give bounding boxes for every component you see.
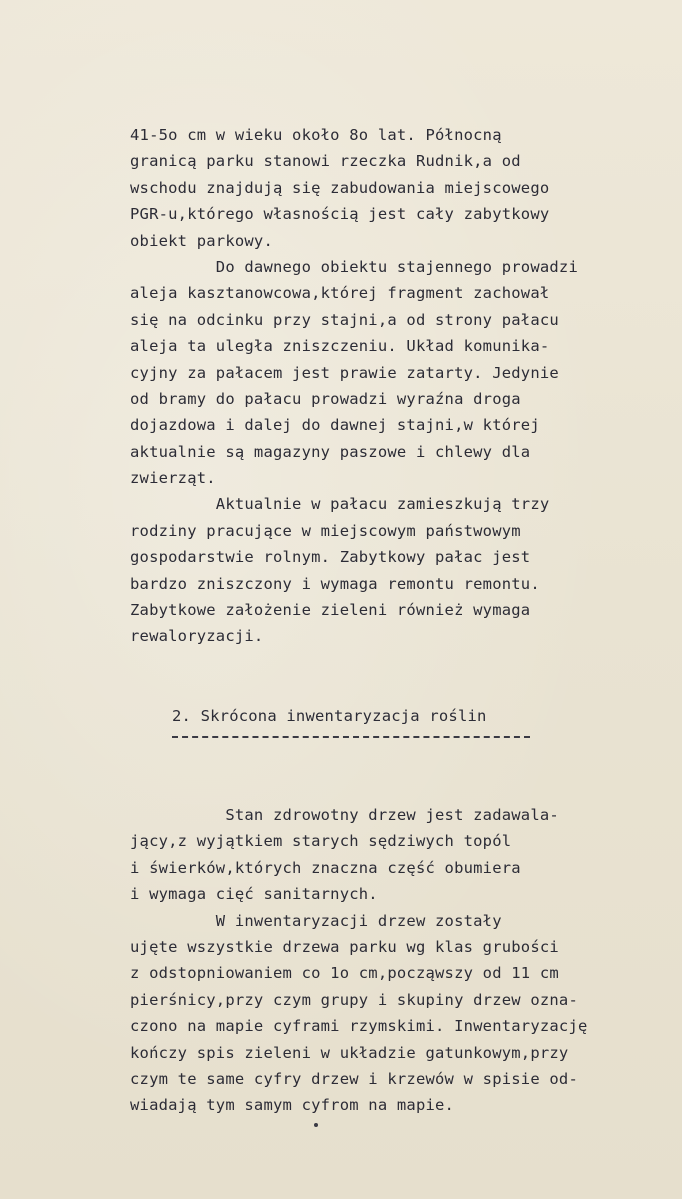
text-line: 41-5o cm w wieku około 8o lat. Północną: [130, 126, 502, 144]
text-line: zwierząt.: [130, 469, 216, 488]
text-line: wschodu znajdują się zabudowania miejscowego: [130, 178, 550, 197]
paragraph-park-description: [130, 122, 650, 650]
text-line: aleja ta uległa zniszczeniu. Układ komunika-: [130, 337, 550, 356]
text-line: obiekt parkowy.: [130, 231, 273, 250]
text-line: dojazdowa i dalej do dawnej stajni,w której: [130, 416, 540, 435]
text-line: i wymaga cięć sanitarnych.: [130, 885, 378, 904]
paragraph-plant-inventory: [130, 802, 650, 1119]
text-line: PGR-u,którego własnością jest cały zabytkowy: [130, 205, 550, 224]
text-line: aktualnie są magazyny paszowe i chlewy dla: [130, 442, 531, 461]
text-line: kończy spis zieleni w układzie gatunkowym,przy: [130, 1043, 569, 1062]
text-line: gospodarstwie rolnym. Zabytkowy pałac jest: [130, 548, 531, 567]
text-line: czym te same cyfry drzew i krzewów w spisie od-: [130, 1069, 578, 1088]
text-line: od bramy do pałacu prowadzi wyraźna droga: [130, 389, 521, 408]
text-line: W inwentaryzacji drzew zostały: [130, 911, 502, 930]
text-line: bardzo zniszczony i wymaga remontu remontu.: [130, 574, 540, 593]
text-line: ujęte wszystkie drzewa parku wg klas grubości: [130, 937, 559, 956]
section-heading: 2. Skrócona inwentaryzacja roślin: [172, 707, 487, 725]
text-line: Zabytkowe założenie zieleni również wymaga: [130, 601, 531, 620]
text-line: się na odcinku przy stajni,a od strony pałacu: [130, 310, 559, 329]
text-line: rewaloryzacji.: [130, 627, 264, 646]
text-line: cyjny za pałacem jest prawie zatarty. Jedynie: [130, 363, 559, 382]
ink-dot: [314, 1123, 318, 1127]
text-line: wiadają tym samym cyfrom na mapie.: [130, 1096, 455, 1115]
text-line: rodziny pracujące w miejscowym państwowym: [130, 521, 521, 540]
text-line: i świerków,których znaczna część obumiera: [130, 858, 521, 877]
text-line: aleja kasztanowcowa,której fragment zachował: [130, 284, 550, 303]
text-line: pierśnicy,przy czym grupy i skupiny drzew ozna-: [130, 990, 578, 1009]
text-line: czono na mapie cyframi rzymskimi. Inwentaryzację: [130, 1017, 588, 1036]
text-line: Stan zdrowotny drzew jest zadawala-: [130, 806, 559, 824]
text-line: Do dawnego obiektu stajennego prowadzi: [130, 257, 578, 276]
text-line: granicą parku stanowi rzeczka Rudnik,a od: [130, 152, 521, 171]
text-line: jący,z wyjątkiem starych sędziwych topól: [130, 832, 512, 851]
text-line: Aktualnie w pałacu zamieszkują trzy: [130, 495, 550, 514]
heading-underline: [172, 736, 530, 738]
text-line: z odstopniowaniem co 1o cm,począwszy od 11 cm: [130, 964, 559, 983]
